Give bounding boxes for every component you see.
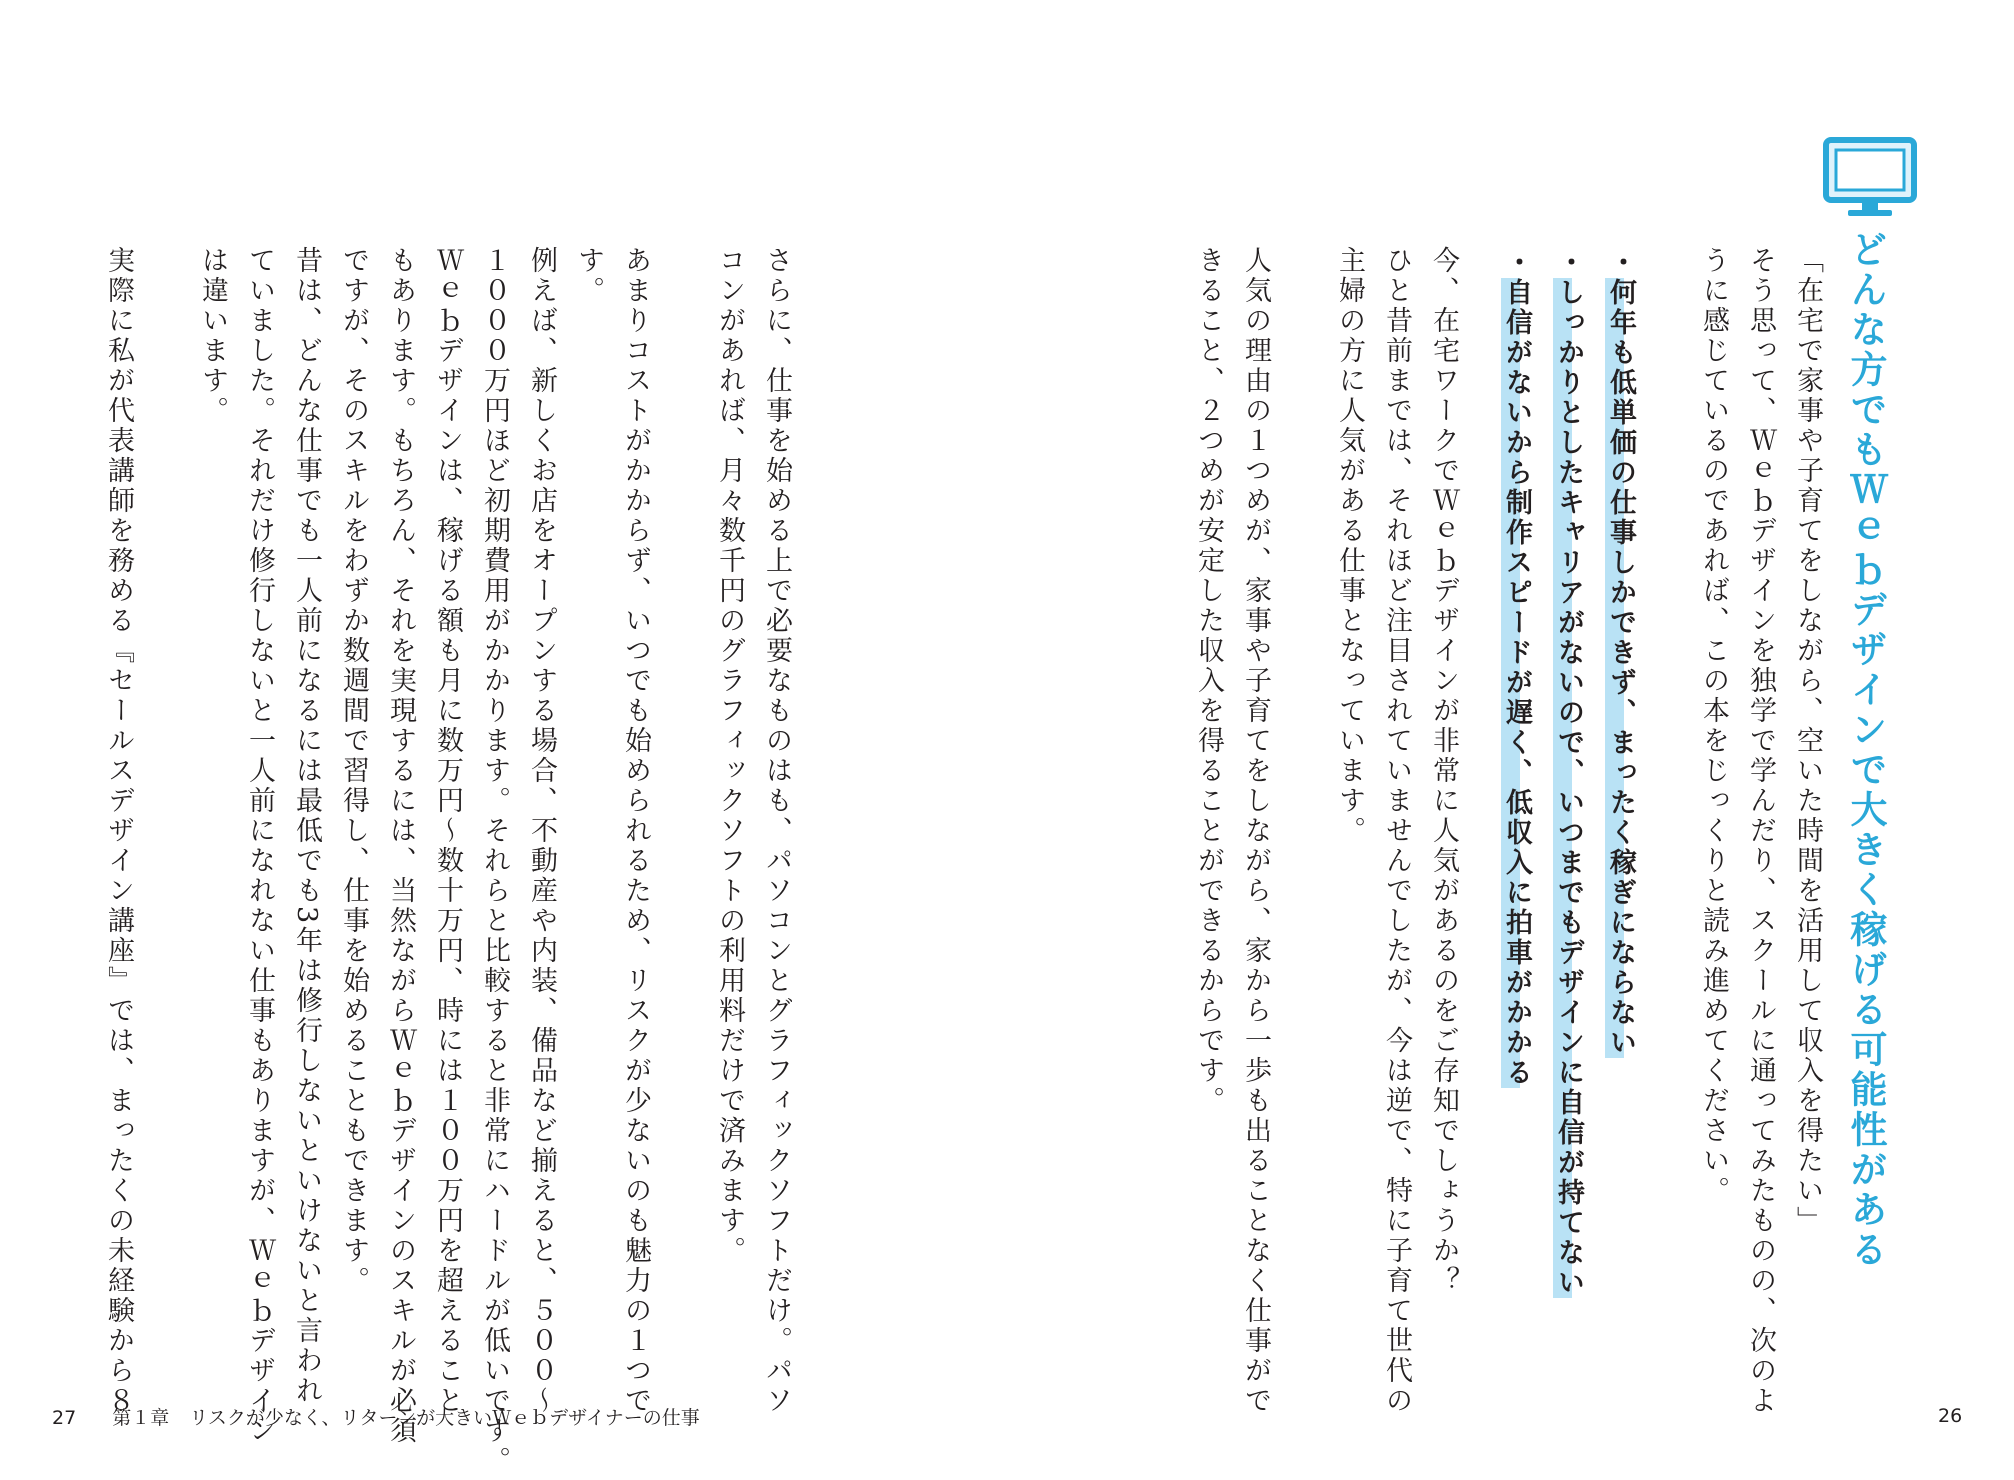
body-line: さらに、仕事を始める上で必要なものはも、パソコンとグラフィックソフトだけ。パソ [761,246,792,1416]
bullet-text: 何年も低単価の仕事しかできず、まったく稼ぎにならない [1605,278,1636,1058]
monitor-icon [1820,136,1920,220]
body-line: もあります。もちろん、それを実現するには、当然ながらＷｅｂデザインのスキルが必須 [385,246,416,1446]
page-number: 27 [52,1407,77,1429]
body-line: す。 [573,246,604,306]
intro-line: うに感じているのであれば、この本をじっくりと読み進めてください。 [1698,246,1729,1206]
bullet-item [1594,248,1646,1298]
body-line: あまりコストがかからず、いつでも始められるため、リスクが少ないのも魅力の１つで [620,246,651,1416]
chapter-label: 第１章 [112,1407,170,1429]
bullet-text: しっかりとしたキャリアがないので、いつまでもデザインに自信が持てない [1553,278,1584,1298]
body-line: 主婦の方に人気がある仕事となっています。 [1334,246,1365,846]
bullet-item [1490,248,1542,1298]
body-line: 人気の理由の１つめが、家事や子育てをしながら、家から一歩も出ることなく仕事がで [1240,246,1271,1416]
page-number: 26 [1938,1405,1963,1427]
body-line: Ｗｅｂデザインは、稼げる額も月に数万円～数十万円、時には１００万円を超えること [432,246,463,1416]
body-line: 実際に私が代表講師を務める『セールスデザイン講座』では、まったくの未経験から８ [103,246,134,1416]
running-title: リスクが少なく、リターンが大きいＷｅｂデザイナーの仕事 [189,1407,700,1429]
intro-line: そう思って、Ｗｅｂデザインを独学で学んだり、スクールに通ってみたものの、次のよ [1745,246,1776,1416]
bullet-text: 自信がないから制作スピードが遅く、低収入に拍車がかかる [1501,278,1532,1088]
body-line: は違います。 [197,246,228,426]
right-body-text [1185,246,1467,1416]
body-line: ていました。それだけ修行しないと一人前になれない仕事もありますが、Ｗｅｂデザイン [244,246,275,1446]
body-line: きること、２つめが安定した収入を得ることができるからです。 [1193,246,1224,1116]
body-line: ですが、そのスキルをわずか数週間で習得し、仕事を始めることもできます。 [338,246,369,1296]
running-footer [52,1403,736,1430]
section-title: どんな方でもＷｅｂデザインで大きく稼げる可能性がある [1844,230,1887,1270]
bullet-item [1542,248,1594,1298]
bullet-list [1490,248,1646,1298]
intro-line: 「在宅で家事や子育てをしながら、空いた時間を活用して収入を得たい」 [1792,246,1823,1236]
body-line: ひと昔前までは、それほど注目されていませんでしたが、今は逆で、特に子育て世代の [1381,246,1412,1416]
body-line: 昔は、どんな仕事でも一人前になるには最低でも3年は修行しないといけないと言われ [291,246,322,1407]
intro-text [1690,246,1831,1416]
body-line: 今、在宅ワークでＷｅｂデザインが非常に人気があるのをご存知でしょうか？ [1428,246,1459,1296]
body-line: コンがあれば、月々数千円のグラフィックソフトの利用料だけで済みます。 [714,246,745,1266]
body-line: １０００万円ほど初期費用がかかります。それらと比較すると非常にハードルが低いです。 [479,246,510,1476]
body-line: 例えば、新しくお店をオープンする場合、不動産や内装、備品など揃えると、５００～ [526,246,557,1416]
